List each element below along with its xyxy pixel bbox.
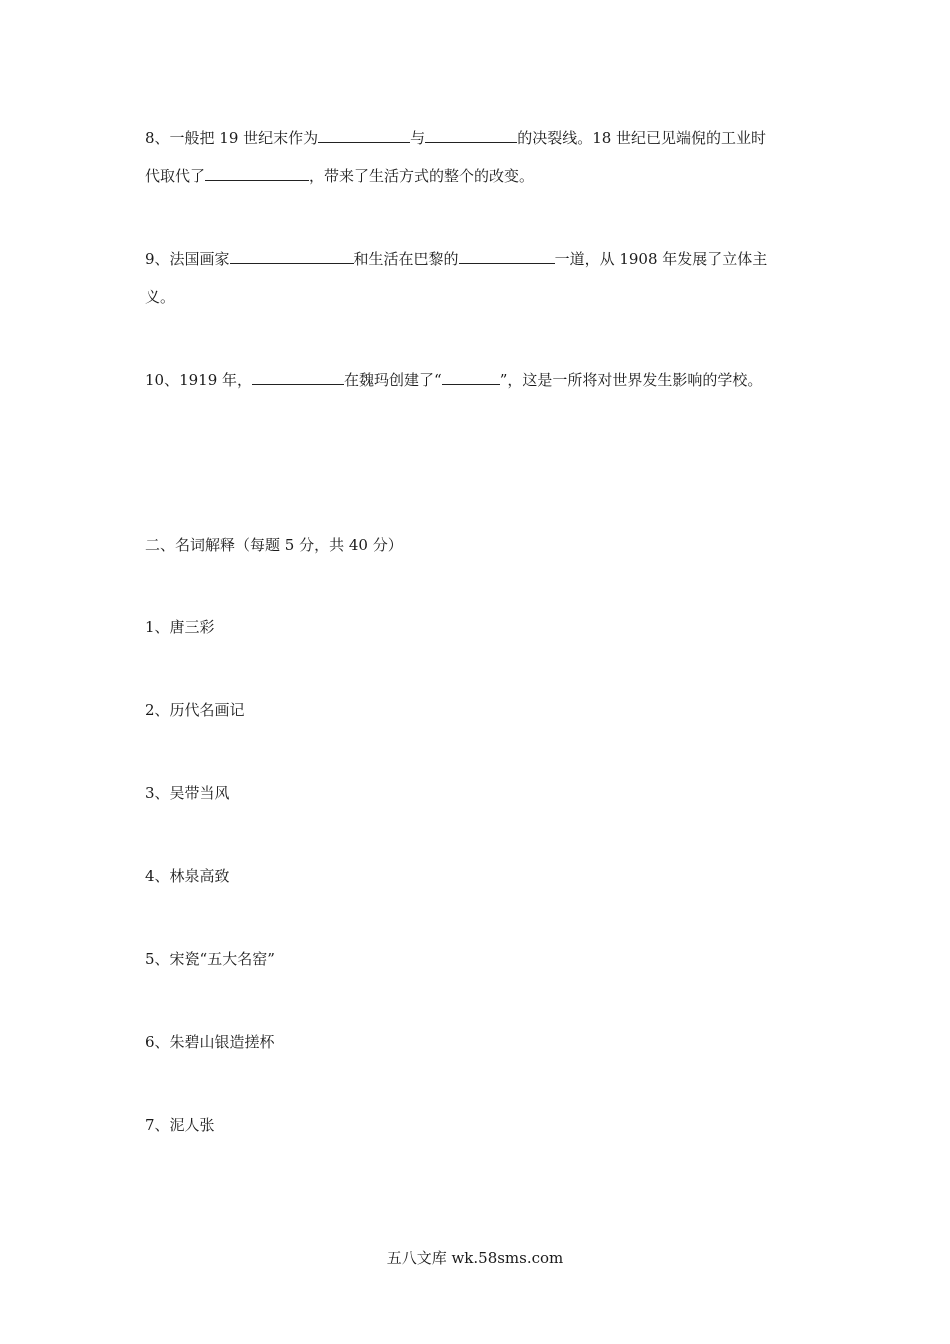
q8-blank-1[interactable] <box>318 127 410 143</box>
footer-watermark: 五八文库 wk.58sms.com <box>386 1249 564 1267</box>
list-item: 2、历代名画记 <box>145 701 245 719</box>
list-item: 1、唐三彩 <box>145 618 215 636</box>
section-heading: 二、名词解释（每题 5 分，共 40 分） <box>145 536 403 554</box>
q10-blank-2[interactable] <box>442 369 500 385</box>
q9-text: 和生活在巴黎的 <box>353 250 459 268</box>
q8-line-2 <box>145 165 534 186</box>
list-item: 3、吴带当风 <box>145 784 230 802</box>
q9-blank-2[interactable] <box>459 248 555 264</box>
list-item: 5、宋瓷“五大名窑” <box>145 950 275 968</box>
q10-text: ”，这是一所将对世界发生影响的学校。 <box>499 371 763 389</box>
list-item: 7、泥人张 <box>145 1116 215 1134</box>
q8-line-1 <box>145 127 766 148</box>
list-item: 4、林泉高致 <box>145 867 230 885</box>
q8-text: 与 <box>410 129 426 147</box>
q9-blank-1[interactable] <box>230 248 354 264</box>
list-item: 6、朱碧山银造搓杯 <box>145 1033 275 1051</box>
q8-blank-3[interactable] <box>205 165 309 181</box>
q10-text: 在魏玛创建了“ <box>344 371 442 389</box>
q10-text: 10、1919 年， <box>145 371 253 389</box>
q9-line-1 <box>145 248 767 269</box>
q9-text: 9、法国画家 <box>145 250 230 268</box>
q10-blank-1[interactable] <box>252 369 344 385</box>
q9-line-2: 义。 <box>145 288 176 306</box>
q8-text: 代取代了 <box>145 167 206 185</box>
q8-text: 8、一般把 19 世纪末作为 <box>145 129 319 147</box>
q9-text: 一道，从 1908 年发展了立体主 <box>554 250 768 268</box>
q10-line-1 <box>145 369 762 390</box>
q8-text: ，带来了生活方式的整个的改变。 <box>309 167 535 185</box>
q8-blank-2[interactable] <box>425 127 517 143</box>
q8-text: 的决裂线。18 世纪已见端倪的工业时 <box>517 129 767 147</box>
